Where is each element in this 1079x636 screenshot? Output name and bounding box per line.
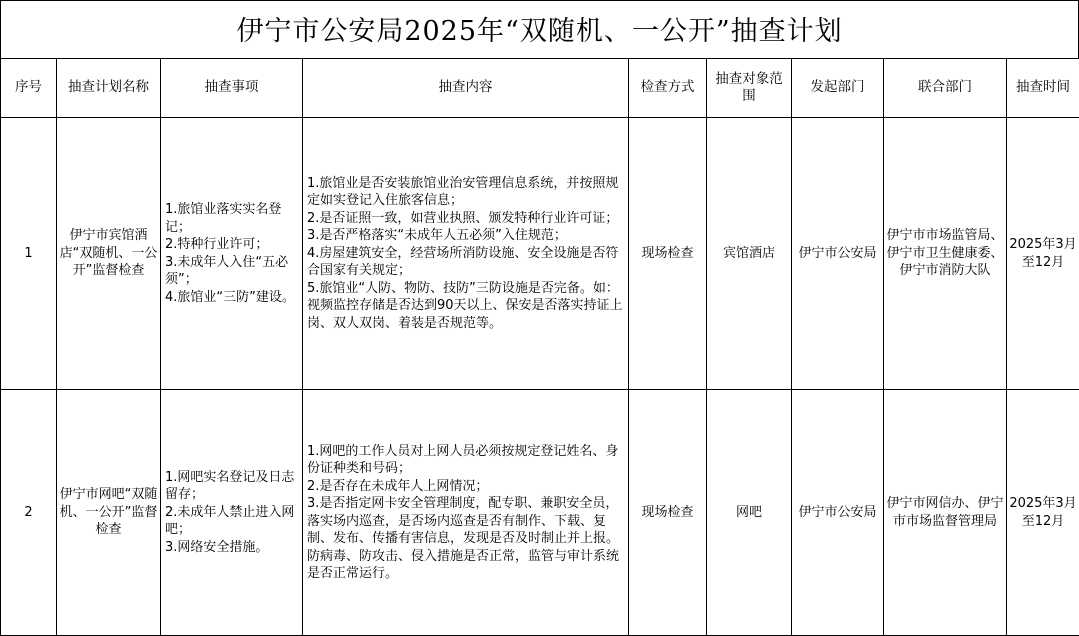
row-joint: 伊宁市网信办、伊宁市市场监督管理局 <box>884 390 1007 636</box>
content-line: 2.是否存在未成年人上网情况； <box>307 478 624 496</box>
row-time: 2025年3月至12月 <box>1007 390 1079 636</box>
header-initiator: 发起部门 <box>792 59 884 118</box>
row-index: 2 <box>1 390 57 636</box>
item-line: 3.未成年人入住“五必须”； <box>165 254 298 289</box>
page-title: 伊宁市公安局2025年“双随机、一公开”抽查计划 <box>0 0 1079 58</box>
header-scope: 抽查对象范围 <box>707 59 792 118</box>
item-line: 1.网吧实名登记及日志留存； <box>165 469 298 504</box>
header-time: 抽查时间 <box>1007 59 1079 118</box>
row-contents <box>303 118 629 390</box>
item-line: 2.未成年人禁止进入网吧； <box>165 504 298 539</box>
header-contents: 抽查内容 <box>303 59 629 118</box>
content-line: 3.是否指定网卡安全管理制度，配专职、兼职安全员，落实场内巡查，是否场内巡查是否有制作、下载、复制、发布、传播有害信息，发现是否及时制止并上报。防病毒、防攻击、侵入措施是否正常，监管与审计系统是否正常运行。 <box>307 495 624 583</box>
header-joint: 联合部门 <box>884 59 1007 118</box>
row-contents <box>303 390 629 636</box>
row-items <box>161 390 303 636</box>
row-plan-name: 伊宁市网吧“双随机、一公开”监督检查 <box>57 390 161 636</box>
content-line: 3.是否严格落实“未成年人五必须”入住规范； <box>307 227 624 245</box>
table-row <box>1 390 1079 636</box>
row-initiator: 伊宁市公安局 <box>792 118 884 390</box>
row-method: 现场检查 <box>629 118 707 390</box>
header-index: 序号 <box>1 59 57 118</box>
row-scope: 网吧 <box>707 390 792 636</box>
content-line: 2.是否证照一致，如营业执照、颁发特种行业许可证； <box>307 210 624 228</box>
inspection-plan-table <box>0 58 1079 636</box>
row-initiator: 伊宁市公安局 <box>792 390 884 636</box>
row-items <box>161 118 303 390</box>
content-line: 4.房屋建筑安全，经营场所消防设施、安全设施是否符合国家有关规定； <box>307 245 624 280</box>
content-line: 1.网吧的工作人员对上网人员必须按规定登记姓名、身份证种类和号码； <box>307 443 624 478</box>
header-method: 检查方式 <box>629 59 707 118</box>
item-line: 4.旅馆业“三防”建设。 <box>165 289 298 307</box>
content-line: 5.旅馆业“人防、物防、技防”三防设施是否完备。如：视频监控存储是否达到90天以上、保安是否落实持证上岗、双人双岗、着装是否规范等。 <box>307 280 624 333</box>
item-line: 1.旅馆业落实实名登记； <box>165 201 298 236</box>
header-items: 抽查事项 <box>161 59 303 118</box>
row-joint: 伊宁市市场监管局、伊宁市卫生健康委、伊宁市消防大队 <box>884 118 1007 390</box>
header-plan-name: 抽查计划名称 <box>57 59 161 118</box>
content-line: 1.旅馆业是否安装旅馆业治安管理信息系统，并按照规定如实登记入住旅客信息； <box>307 175 624 210</box>
row-scope: 宾馆酒店 <box>707 118 792 390</box>
table-row <box>1 118 1079 390</box>
row-index: 1 <box>1 118 57 390</box>
row-method: 现场检查 <box>629 390 707 636</box>
row-time: 2025年3月至12月 <box>1007 118 1079 390</box>
table-header-row <box>1 59 1079 118</box>
item-line: 2.特种行业许可； <box>165 236 298 254</box>
row-plan-name: 伊宁市宾馆酒店“双随机、一公开”监督检查 <box>57 118 161 390</box>
item-line: 3.网络安全措施。 <box>165 539 298 557</box>
